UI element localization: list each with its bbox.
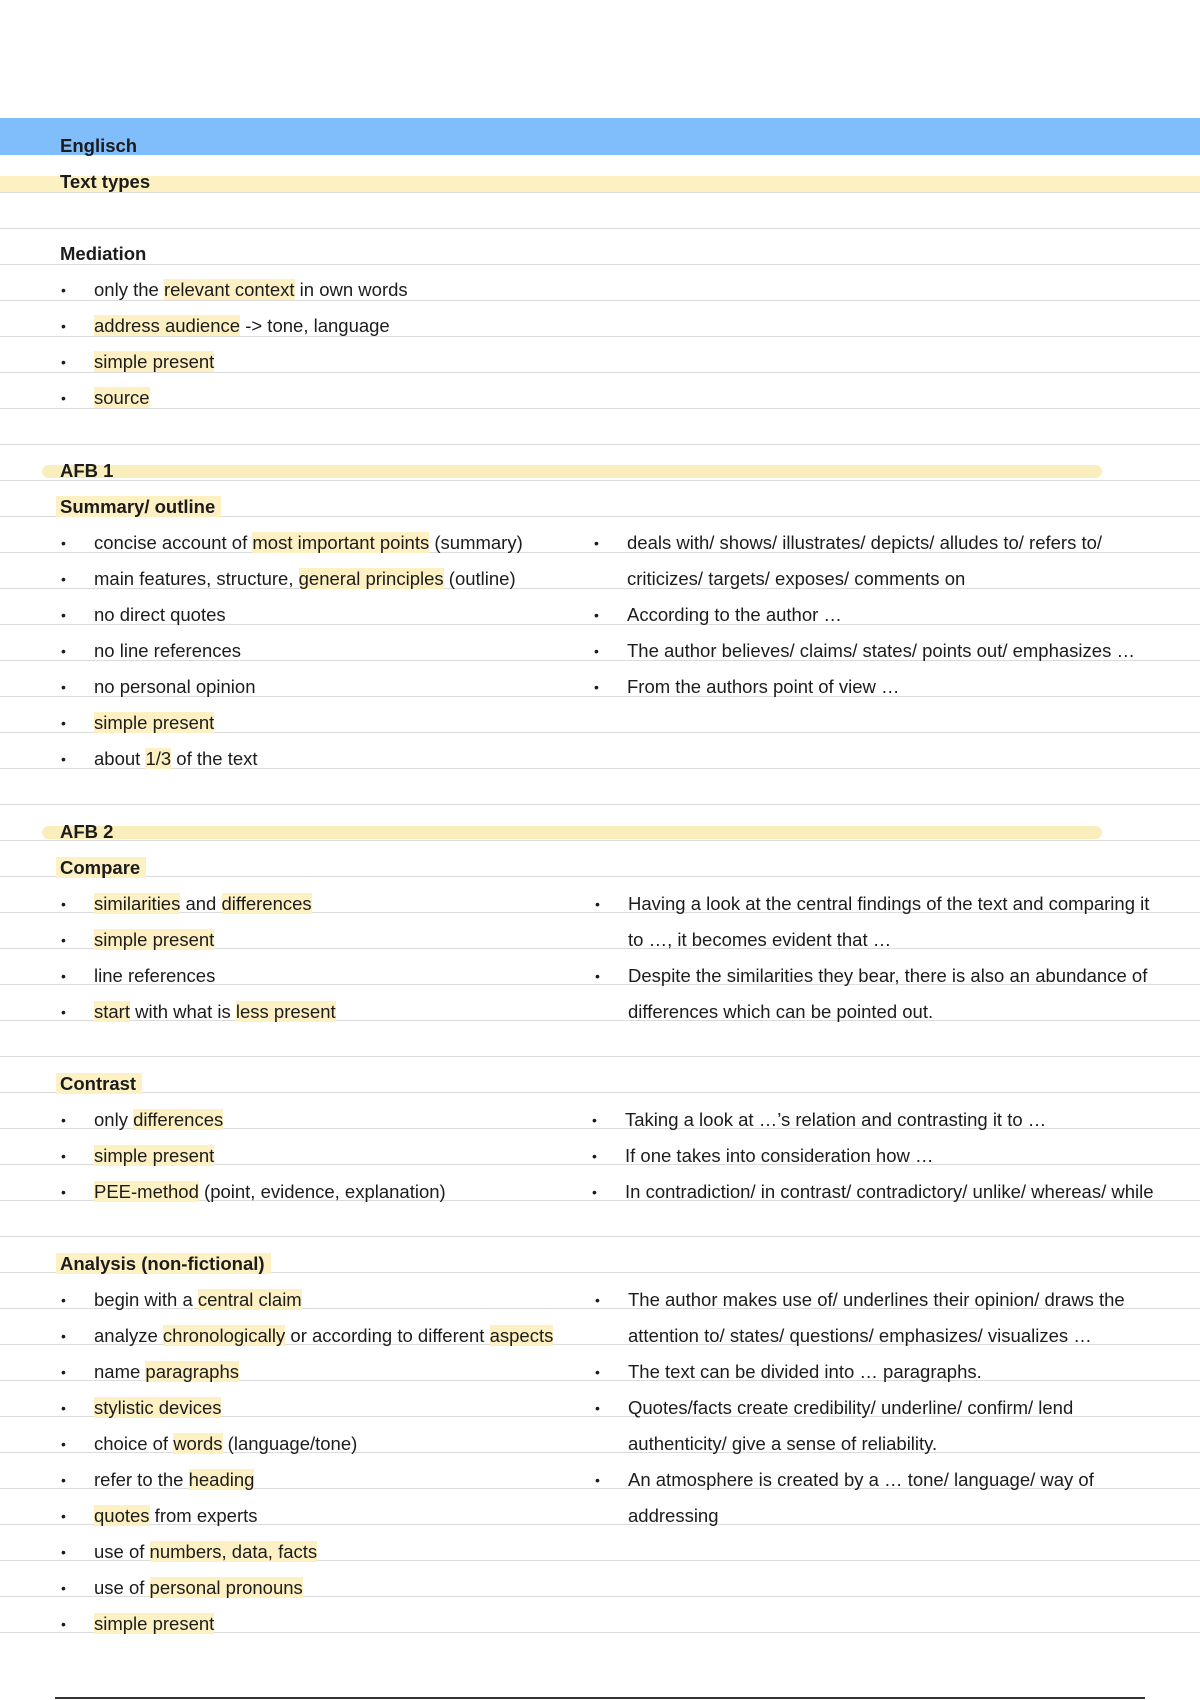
phrase-line	[594, 1426, 1125, 1462]
phrase-line	[594, 958, 1149, 994]
text-segment: (outline)	[443, 568, 516, 589]
contrast-right-list	[591, 1102, 1154, 1210]
highlighted-text: personal pronouns	[149, 1577, 303, 1598]
compare-heading	[60, 850, 146, 886]
list-item	[60, 1318, 553, 1354]
text-segment: no direct quotes	[94, 604, 226, 625]
text-segment: with what is	[129, 1001, 236, 1022]
highlighted-text: simple present	[94, 1613, 215, 1634]
phrase-line	[593, 561, 1135, 597]
highlighted-text: stylistic devices	[94, 1397, 222, 1418]
phrase-line	[594, 994, 1149, 1030]
analysis-heading-text: Analysis (non-fictional)	[56, 1253, 271, 1274]
list-item	[60, 922, 336, 958]
list-item	[60, 1282, 553, 1318]
mediation-list	[60, 272, 408, 416]
highlighted-text: aspects	[489, 1325, 554, 1346]
text-segment: (point, evidence, explanation)	[198, 1181, 446, 1202]
summary-right-list	[593, 525, 1135, 705]
list-item	[60, 1426, 553, 1462]
summary-left-list	[60, 525, 523, 777]
highlighted-text: heading	[188, 1469, 255, 1490]
text-segment: -> tone, language	[240, 315, 390, 336]
highlighted-text: less present	[235, 1001, 336, 1022]
text-segment: analyze	[94, 1325, 163, 1346]
list-item	[60, 1570, 553, 1606]
phrase-line	[593, 633, 1135, 669]
text-segment: begin with a	[94, 1289, 198, 1310]
text-segment: of the text	[171, 748, 258, 769]
list-item	[60, 561, 523, 597]
phrase-line	[594, 1282, 1125, 1318]
afb1-label: AFB 1	[60, 460, 114, 481]
highlighted-text: simple present	[94, 351, 215, 372]
list-item	[60, 525, 523, 561]
list-item	[60, 1462, 553, 1498]
phrase-line	[594, 1354, 1125, 1390]
ruled-line	[0, 192, 1200, 193]
highlighted-text: paragraphs	[145, 1361, 240, 1382]
text-segment: name	[94, 1361, 146, 1382]
highlighted-text: source	[94, 387, 150, 408]
text-segment: From the authors point of view …	[627, 676, 900, 697]
text-segment: Having a look at the central findings of the text and comparing it	[628, 893, 1150, 914]
phrase-line	[594, 1390, 1125, 1426]
text-segment: use of	[94, 1577, 150, 1598]
list-item	[60, 958, 336, 994]
phrase-line	[593, 669, 1135, 705]
list-item	[60, 1138, 446, 1174]
analysis-right-list	[594, 1282, 1125, 1534]
text-segment: addressing	[628, 1505, 719, 1526]
text-segment: criticizes/ targets/ exposes/ comments on	[627, 568, 966, 589]
text-segment: about	[94, 748, 146, 769]
afb2-band	[42, 826, 1102, 839]
text-segment: no personal opinion	[94, 676, 256, 697]
text-segment: authenticity/ give a sense of reliability.	[628, 1433, 938, 1454]
list-item	[60, 1606, 553, 1642]
ruled-line	[0, 1056, 1200, 1057]
compare-heading-text: Compare	[56, 857, 146, 878]
text-segment: (summary)	[429, 532, 523, 553]
ruled-line	[0, 264, 1200, 265]
text-segment: An atmosphere is created by a … tone/ language/ way of	[628, 1469, 1094, 1490]
text-segment: The author believes/ claims/ states/ points out/ emphasizes …	[627, 640, 1135, 661]
text-segment: Quotes/facts create credibility/ underline/ confirm/ lend	[628, 1397, 1074, 1418]
highlighted-text: words	[173, 1433, 223, 1454]
text-segment: The text can be divided into … paragraphs.	[628, 1361, 982, 1382]
list-item	[60, 1174, 446, 1210]
text-segment: or according to different	[285, 1325, 490, 1346]
summary-heading-text: Summary/ outline	[56, 496, 221, 517]
highlighted-text: address audience	[94, 315, 241, 336]
text-segment: refer to the	[94, 1469, 189, 1490]
highlighted-text: quotes	[94, 1505, 150, 1526]
text-segment: (language/tone)	[222, 1433, 358, 1454]
text-segment: only	[94, 1109, 134, 1130]
text-segment: According to the author …	[627, 604, 842, 625]
list-item	[60, 1498, 553, 1534]
text-segment: line references	[94, 965, 216, 986]
highlighted-text: differences	[221, 893, 312, 914]
text-segment: deals with/ shows/ illustrates/ depicts/ alludes to/ refers to/	[627, 532, 1103, 553]
list-item	[60, 597, 523, 633]
contrast-heading-text: Contrast	[56, 1073, 142, 1094]
text-segment: to …, it becomes evident that …	[628, 929, 892, 950]
ruled-line	[0, 1236, 1200, 1237]
phrase-line	[591, 1138, 1154, 1174]
page-subtitle: Text types	[60, 171, 151, 192]
highlighted-text: relevant context	[163, 279, 295, 300]
text-segment: If one takes into consideration how …	[625, 1145, 934, 1166]
text-segment: concise account of	[94, 532, 253, 553]
compare-right-list	[594, 886, 1149, 1030]
list-item	[60, 994, 336, 1030]
ruled-line	[0, 480, 1200, 481]
ruled-line	[0, 1092, 1200, 1093]
phrase-line	[594, 1318, 1125, 1354]
subtitle-band	[0, 176, 1200, 192]
phrase-line	[594, 922, 1149, 958]
phrase-line	[593, 525, 1135, 561]
mediation-heading: Mediation	[60, 243, 147, 264]
list-item	[60, 705, 523, 741]
list-item	[60, 380, 408, 416]
highlighted-text: simple present	[94, 712, 215, 733]
contrast-left-list	[60, 1102, 446, 1210]
list-item	[60, 1102, 446, 1138]
list-item	[60, 308, 408, 344]
contrast-heading	[60, 1066, 142, 1102]
text-segment: main features, structure,	[94, 568, 299, 589]
ruled-line	[0, 876, 1200, 877]
analysis-heading	[60, 1246, 271, 1282]
highlighted-text: simple present	[94, 929, 215, 950]
list-item	[60, 344, 408, 380]
text-segment: Despite the similarities they bear, there is also an abundance of	[628, 965, 1148, 986]
highlighted-text: differences	[133, 1109, 224, 1130]
list-item	[60, 1534, 553, 1570]
highlighted-text: PEE-method	[94, 1181, 199, 1202]
analysis-left-list	[60, 1282, 553, 1642]
list-item	[60, 633, 523, 669]
text-segment: and	[180, 893, 222, 914]
highlighted-text: numbers, data, facts	[149, 1541, 318, 1562]
highlighted-text: central claim	[197, 1289, 302, 1310]
highlighted-text: start	[94, 1001, 130, 1022]
ruled-line	[0, 228, 1200, 229]
text-segment: use of	[94, 1541, 150, 1562]
ruled-line	[0, 804, 1200, 805]
highlighted-text: chronologically	[162, 1325, 286, 1346]
highlighted-text: 1/3	[145, 748, 172, 769]
afb1-band	[42, 465, 1102, 478]
phrase-line	[594, 886, 1149, 922]
highlighted-text: general principles	[298, 568, 444, 589]
ruled-line	[0, 444, 1200, 445]
text-segment: differences which can be pointed out.	[628, 1001, 934, 1022]
text-segment: no line references	[94, 640, 242, 661]
ruled-line	[0, 840, 1200, 841]
text-segment: attention to/ states/ questions/ emphasizes/ visualizes …	[628, 1325, 1092, 1346]
phrase-line	[594, 1498, 1125, 1534]
list-item	[60, 669, 523, 705]
list-item	[60, 741, 523, 777]
list-item	[60, 886, 336, 922]
text-segment: Taking a look at …’s relation and contrasting it to …	[625, 1109, 1047, 1130]
list-item	[60, 272, 408, 308]
phrase-line	[594, 1462, 1125, 1498]
title-band	[0, 118, 1200, 155]
text-segment: only the	[94, 279, 164, 300]
footer-rule	[55, 1697, 1145, 1699]
text-segment: from experts	[149, 1505, 258, 1526]
highlighted-text: simple present	[94, 1145, 215, 1166]
page-title: Englisch	[60, 135, 138, 156]
text-segment: choice of	[94, 1433, 174, 1454]
text-segment: in own words	[294, 279, 408, 300]
phrase-line	[591, 1102, 1154, 1138]
phrase-line	[591, 1174, 1154, 1210]
afb2-label: AFB 2	[60, 821, 114, 842]
text-segment: The author makes use of/ underlines their opinion/ draws the	[628, 1289, 1125, 1310]
text-segment: In contradiction/ in contrast/ contradictory/ unlike/ whereas/ while	[625, 1181, 1154, 1202]
list-item	[60, 1354, 553, 1390]
highlighted-text: similarities	[94, 893, 181, 914]
phrase-line	[593, 597, 1135, 633]
compare-left-list	[60, 886, 336, 1030]
list-item	[60, 1390, 553, 1426]
highlighted-text: most important points	[252, 532, 430, 553]
summary-heading	[60, 489, 221, 525]
